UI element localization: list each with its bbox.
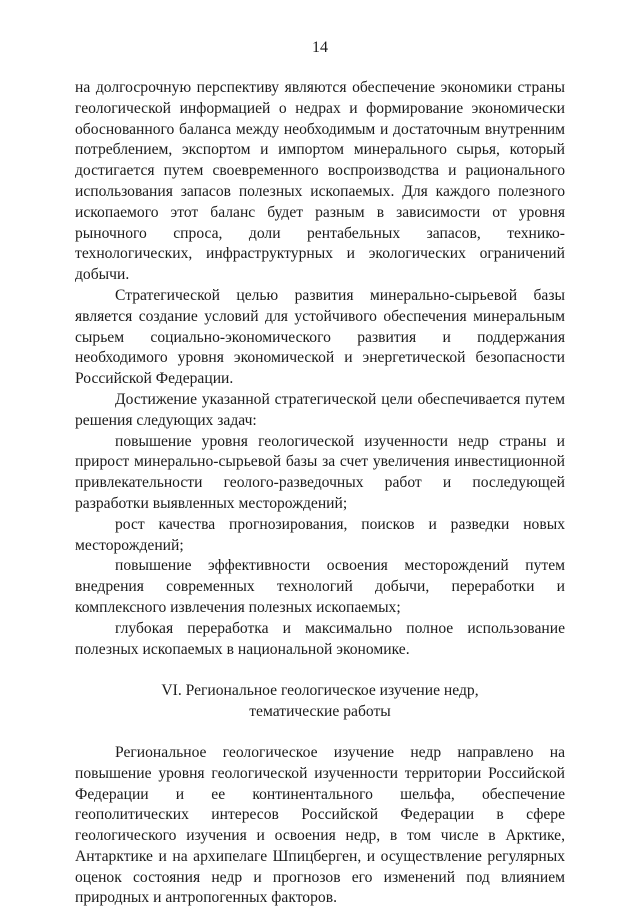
paragraph-tasks-intro: Достижение указанной стратегической цели обеспечивается путем решения следующих задач:	[75, 390, 565, 429]
page-number: 14	[312, 39, 328, 56]
task-item: рост качества прогнозирования, поисков и разведки новых месторождений;	[75, 515, 565, 554]
document-body	[75, 78, 565, 909]
paragraph-strategic-goal: Стратегической целью развития минерально-сырьевой базы является создание условий для устойчивого обеспечения минеральным сырьем социально-экономического развития и поддержания необходимого уровня экономической и энергетической безопасности Российской Федерации.	[75, 286, 565, 388]
paragraph-continuation: на долгосрочную перспективу являются обеспечение экономики страны геологической информацией о недрах и формирование экономически обоснованного баланса между необходимым и достаточным внутренним потреблением, экспортом и импортом минерального сырья, который достигается путем своевременного воспроизводства и рационального использования запасов полезных ископаемых. Для каждого полезного ископаемого этот баланс будет разным в зависимости от уровня рыночного спроса, доли рентабельных запасов, технико-технологических, инфраструктурных и экологических ограничений добычи.	[75, 79, 565, 284]
section-heading-line1: VI. Региональное геологическое изучение недр,	[161, 682, 479, 700]
paragraph-regional-study: Региональное геологическое изучение недр направлено на повышение уровня геологической изученности территории Российской Федерации и ее континентального шельфа, обеспечение геополитических интересов Российской Федерации в сфере геологического изучения и освоения недр, в том числе в Арктике, Антарктике и на архипелаге Шпицберген, и осуществление регулярных оценок состояния недр и прогнозов его изменений под влиянием природных и антропогенных факторов.	[75, 743, 565, 907]
task-item: повышение эффективности освоения месторождений путем внедрения современных технологий добычи, переработки и комплексного извлечения полезных ископаемых;	[75, 557, 565, 616]
task-item: повышение уровня геологической изученности недр страны и прирост минерально-сырьевой базы за счет увеличения инвестиционной привлекательности геолого-разведочных работ и последующей разработки выявленных месторождений;	[75, 432, 565, 512]
section-heading-line2: тематические работы	[249, 703, 391, 721]
task-item: глубокая переработка и максимально полное использование полезных ископаемых в национальной экономике.	[75, 619, 565, 658]
section-heading	[75, 681, 565, 723]
